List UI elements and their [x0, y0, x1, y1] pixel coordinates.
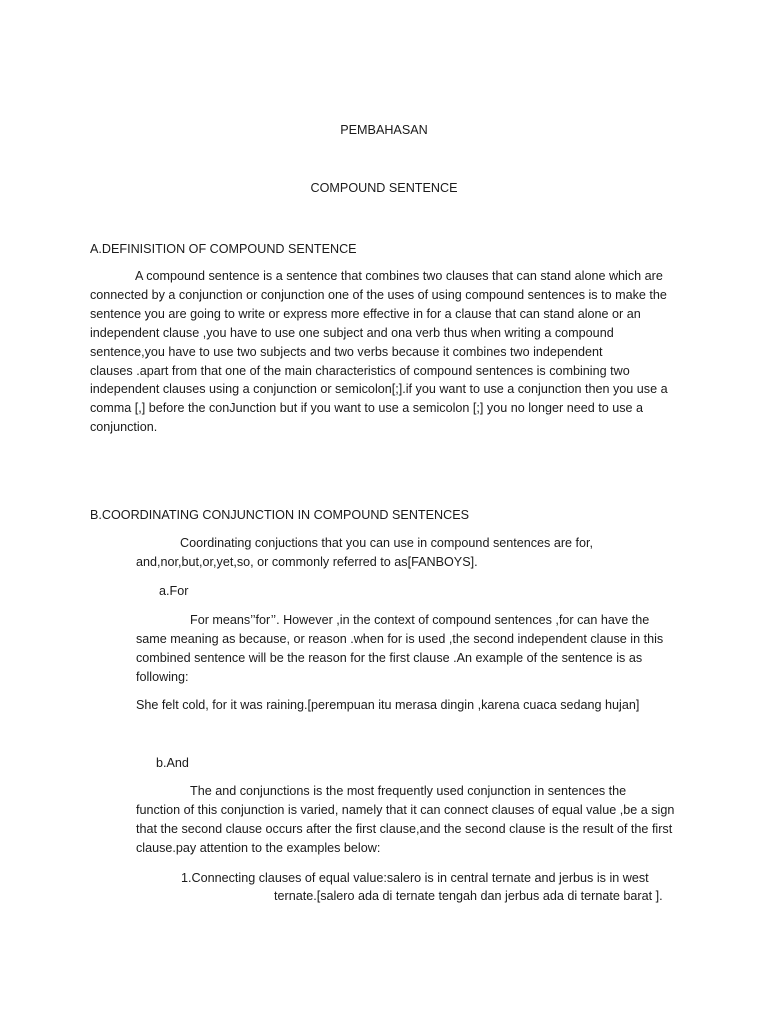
- paragraph-line: A compound sentence is a sentence that combines two clauses that can stand alone which are: [135, 269, 663, 283]
- paragraph-line: sentence,you have to use two subjects and two verbs because it combines two independent: [90, 344, 603, 359]
- sub-b-example-line-1: 1.Connecting clauses of equal value:salero is in central ternate and jerbus is in west: [181, 871, 649, 885]
- section-b-intro: [136, 534, 593, 572]
- paragraph-line: Coordinating conjuctions that you can use in compound sentences are for,: [180, 536, 594, 550]
- sub-a-paragraph: [136, 611, 663, 687]
- main-title: COMPOUND SENTENCE: [310, 181, 458, 195]
- paragraph-line: combined sentence will be the reason for the first clause .An example of the sentence is as: [136, 650, 643, 665]
- section-a-paragraph: [90, 267, 668, 437]
- sub-b-example-line-2: ternate.[salero ada di ternate tengah dan jerbus ada di ternate barat ].: [274, 889, 663, 903]
- paragraph-line: following:: [136, 669, 189, 684]
- paragraph-line: clause.pay attention to the examples below:: [136, 840, 381, 855]
- paragraph-line: connected by a conjunction or conjunction one of the uses of using compound sentences is to make the: [90, 287, 667, 302]
- paragraph-line: function of this conjunction is varied, namely that it can connect clauses of equal value ,be a sign: [136, 802, 675, 817]
- sub-b-heading: b.And: [156, 756, 189, 770]
- section-b-heading: B.COORDINATING CONJUNCTION IN COMPOUND SENTENCES: [90, 508, 469, 522]
- paragraph-line: independent clauses using a conjunction or semicolon[;].if you want to use a conjunction then you use a: [90, 382, 668, 397]
- paragraph-line: conjunction.: [90, 420, 158, 435]
- paragraph-line: The and conjunctions is the most frequently used conjunction in sentences the: [190, 784, 627, 798]
- paragraph-line: clauses .apart from that one of the main characteristics of compound sentences is combining two: [90, 363, 630, 378]
- sub-b-paragraph: [136, 782, 674, 858]
- sub-a-heading: a.For: [159, 584, 189, 598]
- section-a-heading: A.DEFINISITION OF COMPOUND SENTENCE: [90, 242, 357, 256]
- paragraph-line: and,nor,but,or,yet,so, or commonly referred to as[FANBOYS].: [136, 554, 478, 569]
- sub-a-example: She felt cold, for it was raining.[perempuan itu merasa dingin ,karena cuaca sedang hujan]: [136, 698, 640, 712]
- paragraph-line: same meaning as because, or reason .when for is used ,the second independent clause in this: [136, 631, 664, 646]
- paragraph-line: sentence you are going to write or express more effective in for a clause that can stand alone or an: [90, 306, 641, 321]
- paragraph-line: that the second clause occurs after the first clause,and the second clause is the result of the first: [136, 821, 673, 836]
- paragraph-line: For means’’for’’. However ,in the context of compound sentences ,for can have the: [190, 613, 650, 627]
- header-title: PEMBAHASAN: [340, 123, 428, 137]
- paragraph-line: comma [,] before the conJunction but if you want to use a semicolon [;] you no longer need to use a: [90, 401, 644, 416]
- paragraph-line: independent clause ,you have to use one subject and ona verb thus when writing a compound: [90, 325, 614, 340]
